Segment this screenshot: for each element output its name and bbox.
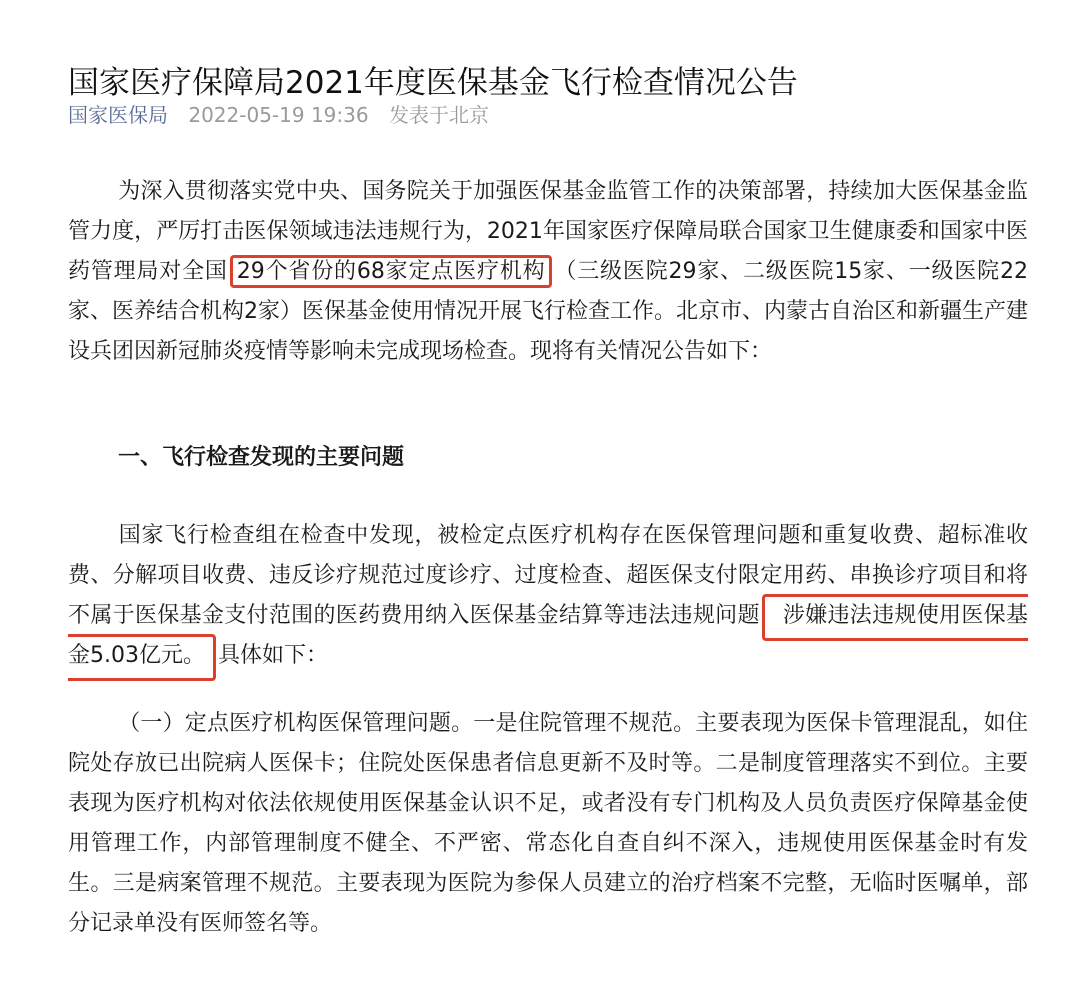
highlight-amount: 涉嫌违法违规使用医保基金5.03亿元。 — [68, 594, 1028, 681]
highlight-institutions: 29个省份的68家定点医疗机构 — [230, 255, 553, 288]
intro-text-after: （三级医院29家、二级医院15家、一级医院22家、医养结合机构2家）医保基金使用情况开展飞行检查工作。北京市、内蒙古自治区和新疆生产建设兵团因新冠肺炎疫情等影响未完成现场检查。现将有关情况公告如下： — [68, 259, 1029, 364]
management-issues-paragraph — [68, 704, 1028, 944]
intro-text-before: 为深入贯彻落实党中央、国务院关于加强医保基金监管工作的决策部署，持续加大医保基金监管力度，严厉打击医保领域违法违规行为，2021年国家医疗保障局联合国家卫生健康委和国家中医药管理局对全国 — [68, 179, 1028, 284]
section-heading — [68, 438, 1028, 478]
publish-time: 2022-05-19 19:36 — [188, 103, 369, 127]
author-link[interactable]: 国家医保局 — [68, 103, 168, 127]
article-meta — [68, 101, 489, 129]
management-issues-text: （一）定点医疗机构医保管理问题。一是住院管理不规范。主要表现为医保卡管理混乱，如住院处存放已出院病人医保卡；住院处医保患者信息更新不及时等。二是制度管理落实不到位。主要表现为医疗机构对依法依规使用医保基金认识不足，或者没有专门机构及人员负责医疗保障基金使用管理工作，内部管理制度不健全、不严密、常态化自查自纠不深入，违规使用医保基金时有发生。三是病案管理不规范。主要表现为医院为参保人员建立的治疗档案不完整，无临时医嘱单，部分记录单没有医师签名等。 — [68, 711, 1028, 936]
findings-paragraph — [68, 516, 1028, 676]
article-title: 国家医疗保障局2021年度医保基金飞行检查情况公告 — [68, 64, 798, 101]
section-heading-text: 一、飞行检查发现的主要问题 — [118, 445, 405, 470]
findings-text-after: 具体如下： — [218, 643, 329, 668]
publish-location: 发表于北京 — [388, 103, 489, 127]
findings-text-before: 国家飞行检查组在检查中发现，被检定点医疗机构存在医保管理问题和重复收费、超标准收费、分解项目收费、违反诊疗规范过度诊疗、过度检查、超医保支付限定用药、串换诊疗项目和将不属于医保基金支付范围的医药费用纳入医保基金结算等违法违规问题 — [68, 523, 1028, 628]
intro-paragraph — [68, 172, 1028, 372]
